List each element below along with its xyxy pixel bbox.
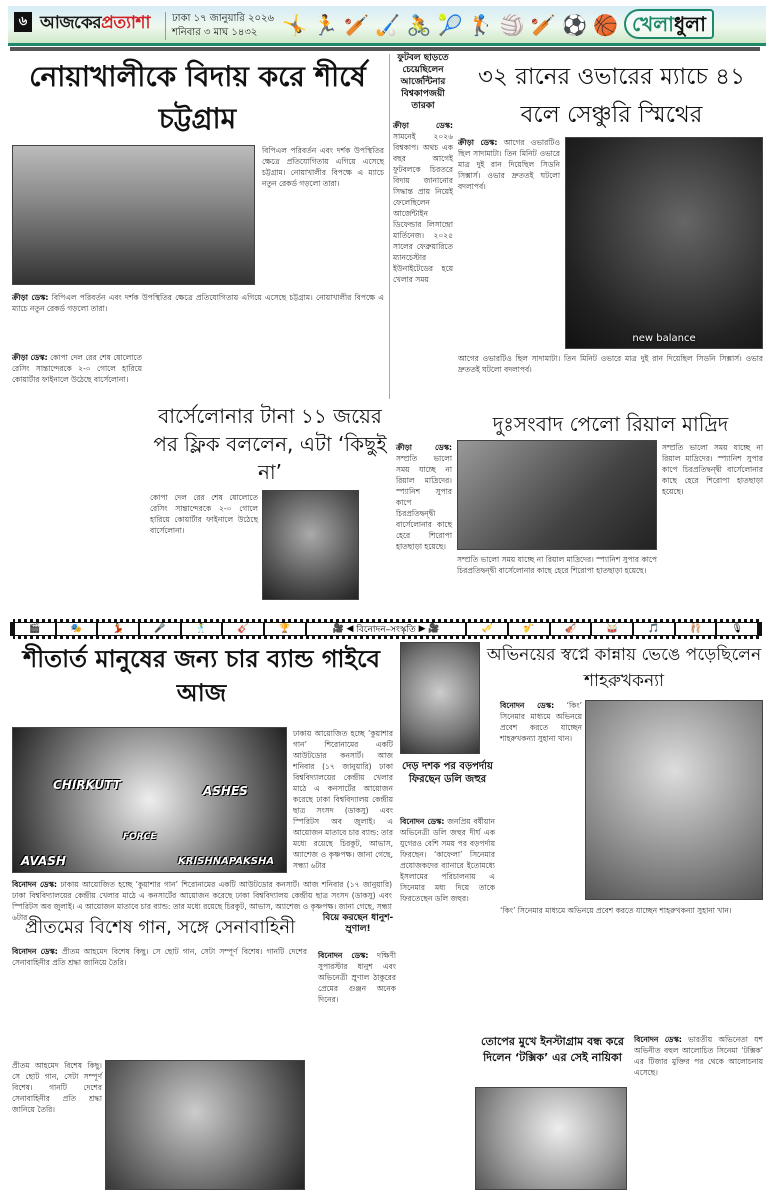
gramophone-icon: 🎺 [467,623,507,635]
mic-icon: 🎙 [717,623,757,635]
camera-left-icon: 🎥 ◀ [332,624,354,634]
theater-masks-icon: 🎭 [57,623,97,635]
sport-icon-8: 🏏 [530,13,556,37]
performer-icon: 🕺 [182,623,222,635]
column-rule [389,54,390,399]
band-name-krishnapaksha: KRISHNAPAKSHA [178,856,275,867]
saxophone-icon: 🎷 [509,623,549,635]
dancer-icon: 💃 [98,623,138,635]
article-dhanush-body: বিনোদন ডেস্ক: দক্ষিণী সুপারস্টার ধানুশ এবং অভিনেত্রী ম্রুণাল ঠাকুরের প্রেমের গুঞ্জন অনেক দিনের। [318,951,396,1004]
headline-toxic-heroine[interactable]: তোপের মুখে ইনস্টাগ্রাম বন্ধ করে দিলেন ‘টক্সিক’ এর সেই নায়িকা [481,1035,624,1064]
band-name-ashes: ASHES [203,784,248,798]
article-flick-body: ক্রীড়া ডেস্ক: কোপা দেল রের শেষ ষোলোতে রেসিং সান্তান্দেরকে ২-০ গোলে হারিয়ে কোয়ার্টার ফাইনালে উঠেছে বার্সেলোনা। [12,353,142,384]
singer-icon: 🎤 [140,623,180,635]
dateline [172,12,276,40]
camera-right-icon: ▶ 🎥 [418,624,440,634]
headline-dolly-johur[interactable]: দেড় দশক পর বড়পর্দায় ফিরছেন ডলি জহুর [402,761,493,785]
headline-dhanush-mrunal[interactable]: বিয়ে করছেন ধানুশ-ম্রুণাল! [322,913,394,934]
article-bands-body: বিনোদন ডেস্ক: ঢাকায় আয়োজিত হচ্ছে ‘কুয়াশার গান’ শিরোনামের একটি আউটডোর কনসার্ট। আজ শনিবার (১৭ জানুয়ারি) ঢাকা বিশ্ববিদ্যালয়ের কেন্দ্রীয় খেলার মাঠে এ কনসার্টের আয়োজন করেছে ঢাকা বিশ্ববিদ্যালয় কেন্দ্রীয় ছাত্র সংসদ (ডাকসু) এবং স্পিরিটস অব জুলাই। এ আয়োজন মাতাবে চার ব্যান্ড: তার মধ্যে রয়েছে চিরকুট, আভাস, অ্যাশেজ ও কৃষ্ণপক্ষ। জানা গেছে, সন্ধ্যা ৬টার [12,880,393,922]
music-icon: 🎵 [634,623,674,635]
photo-suhana-khan [585,700,763,900]
sport-icon-9: ⚽ [561,13,587,37]
section-title-suffix: ধুলা [673,12,706,36]
entertainment-section-banner [10,619,762,639]
newspaper-brand[interactable] [40,10,162,38]
article-toxic-body: বিনোদন ডেস্ক: ভারতীয় অভিনেতা যশ অভিনীত বহুল আলোচিত সিনেমা ‘টক্সিক’ এর টিজার মুক্তির পর থেকে আলোচনায় এসেছে। [634,1035,763,1077]
sport-icon-4: 🚴 [406,13,432,37]
photo-smith-batting [565,137,763,349]
headline-pritom[interactable]: প্রীতমের বিশেষ গান, সঙ্গে সেনাবাহিনী [24,917,296,938]
drummer-icon: 🥁 [592,623,632,635]
section-title-prefix: খেলা [632,12,674,36]
photo-hansi-flick [262,490,359,600]
headline-bands-concert[interactable]: শীতার্ত মানুষের জন্য চার ব্যান্ড গাইবে আজ [23,645,380,707]
sport-icon-7: 🏐 [499,13,525,37]
article-pritom-body-cont: প্রীতম আহমেদ বিশেষ কিছু। সে ছোট গান, সেটা সম্পূর্ণ বিশেষ। গানটি দেশের সেনাবাহিনীর প্রতি শ্রদ্ধা জানিয়ে তৈরি। [12,1061,102,1114]
headline-real-madrid[interactable]: দুঃসংবাদ পেলো রিয়াল মাদ্রিদ [492,412,729,436]
article-real-madrid-body-col3: সম্প্রতি ভালো সময় যাচ্ছে না রিয়াল মাদ্রিদের। স্প্যানিশ সুপার কাপে চিরপ্রতিদ্বন্দ্বী বার্সেলোনার কাছে হেরে শিরোপা হাতছাড়া হয়েছে। [662,443,763,496]
photo-toxic-heroine [475,1087,627,1190]
photo-dolly-johur [400,642,480,754]
photo-band-lineup [12,727,287,873]
date-line-1: ঢাকা ১৭ জানুয়ারি ২০২৬ [172,13,274,24]
article-suhana-body: বিনোদন ডেস্ক: ‘কিং’ সিনেমার মাধ্যমে অভিনয়ে প্রবেশ করতে যাচ্ছেন শাহরুখকন্যা সুহানা খান। [500,701,583,743]
masthead-divider [165,12,166,40]
sport-icon-10: 🏀 [593,13,618,37]
dancer-2-icon: 🩰 [676,623,716,635]
headline-chattogram[interactable]: নোয়াখালীকে বিদায় করে শীর্ষে চট্টগ্রাম [29,60,366,135]
brand-accent: প্রত্যাশা [101,13,150,33]
brand-prefix: আজকের [40,13,102,33]
guitarist-icon: 🎸 [223,623,263,635]
photo-real-madrid-player [457,440,657,550]
article-pritom-body: বিনোদন ডেস্ক: প্রীতম আহমেদ বিশেষ কিছু। সে ছোট গান, সেটা সম্পূর্ণ বিশেষ। গানটি দেশের সেনাবাহিনীর প্রতি শ্রদ্ধা জানিয়ে তৈরি। [12,947,307,967]
article-smith-body: ক্রীড়া ডেস্ক: আগের ওভারটিও ছিল সাদামাটা। তিন মিনিট ওভারে মাত্র দুই রান দিয়েছিল সিডনি সিক্সার্স। ওভার দ্রুততই ঘটলো বদলাপর্ব। [458,138,560,191]
article-dolly-body: বিনোদন ডেস্ক: জনপ্রিয় বর্ষীয়ান অভিনেত্রী ডলি জহুর দীর্ঘ এক যুগেরও বেশি সময় পর বড়পর্দায় ফিরছেন। ‘কাফেলা’ সিনেমার প্রযোজকদের ব্যানারে ইতোমধ্যে ইসলামের পরিচালনায় এ সিনেমার মধ্য দিয়ে তাকে ফিরতেছেন ডলি জহুর। [400,817,495,903]
headline-smith[interactable]: ৩২ রানের ওভারের ম্যাচে ৪১ বলে সেঞ্চুরি স্মিথের [478,64,745,128]
headline-suhana-khan[interactable]: অভিনয়ের স্বপ্নে কান্নায় ভেঙে পড়েছিলেন শাহরুখকন্যা [486,645,762,691]
sport-icon-6: 🏌 [468,13,494,37]
sport-icon-5: 🎾 [437,13,463,37]
headline-argentina[interactable]: ফুটবল ছাড়তে চেয়েছিলেন আর্জেন্টিনার বিশ্বকাপজয়ী তারকা [397,53,449,111]
article-real-madrid-body: ক্রীড়া ডেস্ক: সম্প্রতি ভালো সময় যাচ্ছে না রিয়াল মাদ্রিদের। স্প্যানিশ সুপার কাপে চিরপ্রতিদ্বন্দ্বী বার্সেলোনার কাছে হেরে শিরোপা হাতছাড়া হয়েছে। [396,443,452,551]
page-number: ৬ [14,12,32,32]
band-name-avash: AVASH [21,854,66,868]
photo-caption-newbalance: new balance [632,333,696,344]
article-real-madrid-body-col2: সম্প্রতি ভালো সময় যাচ্ছে না রিয়াল মাদ্রিদের। স্প্যানিশ সুপার কাপে চিরপ্রতিদ্বন্দ্বী বার্সেলোনার কাছে হেরে শিরোপা হাতছাড়া হয়েছে। [457,555,657,575]
article-flick-body-cont: কোপা দেল রের শেষ ষোলোতে রেসিং সান্তান্দেরকে ২-০ গোলে হারিয়ে কোয়ার্টার ফাইনালে উঠেছে বার্সেলোনা। [150,493,258,535]
section-label-entertainment: 🎥 ◀ বিনোদন–সংস্কৃতি ▶ 🎥 [307,623,466,635]
article-chattogram-body: ক্রীড়া ডেস্ক: বিপিএল পরিবর্তন এবং দর্শক উপস্থিতির ক্ষেত্রে প্রতিযোগিতায় এগিয়ে এসেছে চট্টগ্রাম। নোয়াখালীর বিপক্ষে এ ম্যাচে নতুন রেকর্ড গড়লো তারা। [12,293,384,313]
photo-pritom [105,1060,305,1190]
article-bands-body-col4: ঢাকায় আয়োজিত হচ্ছে ‘কুয়াশার গান’ শিরোনামের একটি আউটডোর কনসার্ট। আজ শনিবার (১৭ জানুয়ারি) ঢাকা বিশ্ববিদ্যালয়ের কেন্দ্রীয় খেলার মাঠে এ কনসার্টের আয়োজন করেছে ঢাকা বিশ্ববিদ্যালয় কেন্দ্রীয় ছাত্র সংসদ (ডাকসু) এবং স্পিরিটস অব জুলাই। এ আয়োজন মাতাবে চার ব্যান্ড: তার মধ্যে রয়েছে চিরকুট, আভাস, অ্যাশেজ ও কৃষ্ণপক্ষ। জানা গেছে, সন্ধ্যা ৬টার [293,729,393,870]
sport-icon-1: 🏃 [313,13,339,37]
date-line-2: শনিবার ৩ মাঘ ১৪৩২ [172,27,258,38]
sport-icon-3: 🏑 [375,13,401,37]
violinist-icon: 🎻 [551,623,591,635]
photo-chattogram-team [12,145,255,285]
article-smith-body-cont: আগের ওভারটিও ছিল সাদামাটা। তিন মিনিট ওভারে মাত্র দুই রান দিয়েছিল সিডনি সিক্সার্স। ওভার দ্রুততই ঘটলো বদলাপর্ব। [458,354,763,374]
band-name-force: FORCE [123,832,157,842]
band-name-chirkutt: CHIRKUTT [53,778,121,792]
article-argentina-body: ক্রীড়া ডেস্ক: সামনেই ২০২৬ বিশ্বকাপ। অথচ এক বছর আগেই ফুটবলকে চিরতরে বিদায় জানানোর সিদ্ধান্ত প্রায় নিয়েই ফেলেছিলেন আর্জেন্টাইন ডিফেন্ডার লিসান্দ্রো মার্তিনেজ। ২০২৫ সালের ফেব্রুয়ারিতে ম্যানচেস্টার ইউনাইটেডের হয়ে খেলার সময় [393,121,453,284]
section-title-sports[interactable] [624,9,714,39]
masthead-rule [10,47,760,51]
award-icon: 🏆 [265,623,305,635]
headline-flick[interactable]: বার্সেলোনার টানা ১১ জয়ের পর ফ্লিক বললেন, এটা ‘কিছুই না’ [153,404,387,484]
sports-icon-strip [282,6,618,44]
clapperboard-icon: 🎬 [15,623,55,635]
sport-icon-2: 🏏 [344,13,370,37]
sport-icon-0: 🤸 [282,13,307,37]
article-suhana-body-cont: ‘কিং’ সিনেমার মাধ্যমে অভিনয়ে প্রবেশ করতে যাচ্ছেন শাহরুখকন্যা সুহানা খান। [500,906,732,915]
article-chattogram-body-col2: বিপিএল পরিবর্তন এবং দর্শক উপস্থিতির ক্ষেত্রে প্রতিযোগিতায় এগিয়ে এসেছে চট্টগ্রাম। নোয়াখালীর বিপক্ষে এ ম্যাচে নতুন রেকর্ড গড়লো তারা। [262,146,384,188]
